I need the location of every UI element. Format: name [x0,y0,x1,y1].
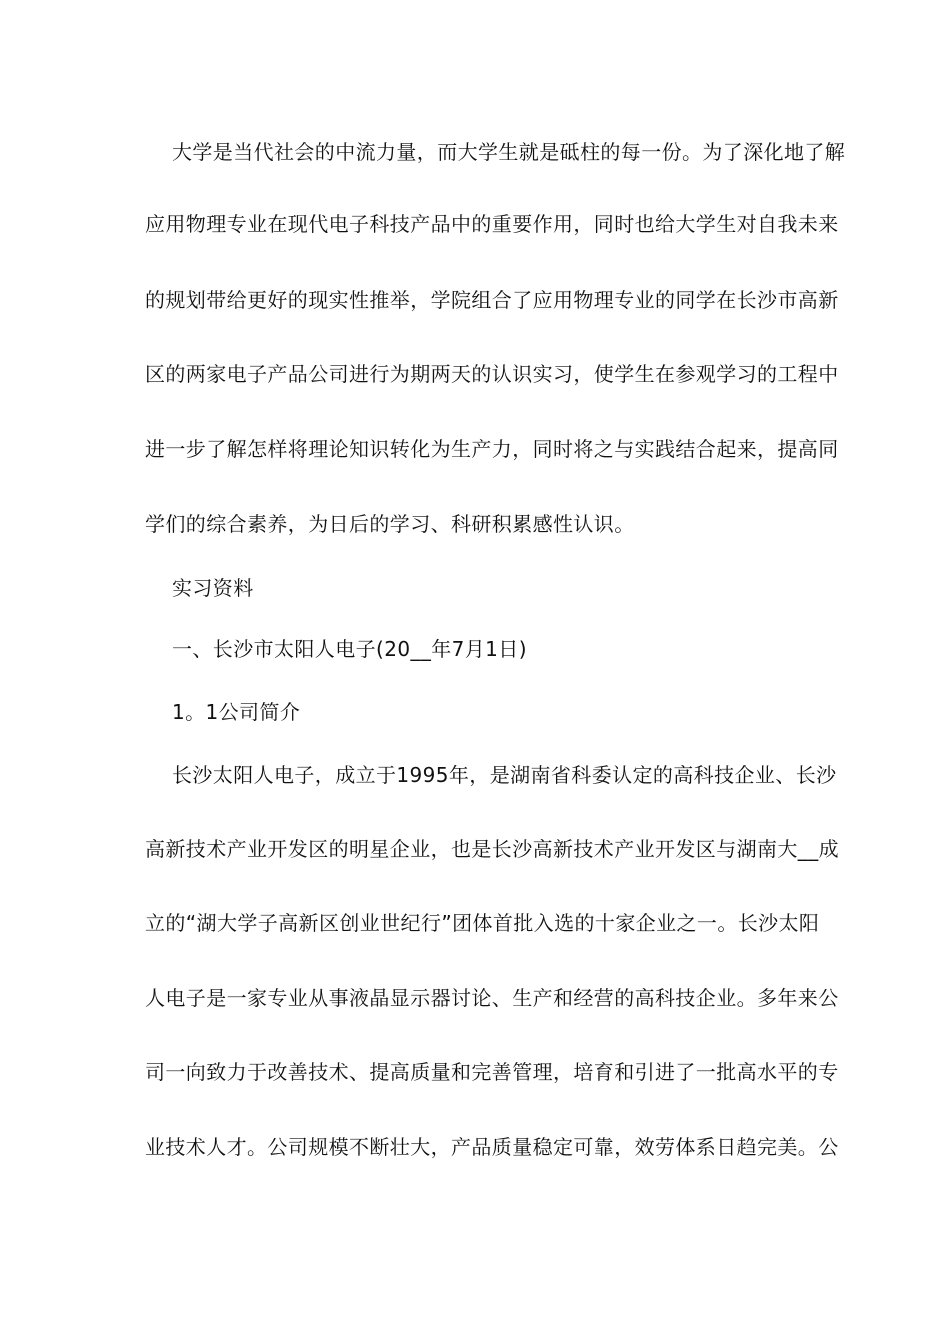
paragraph-company-line-2: 高新技术产业开发区的明星企业，也是长沙高新技术产业开发区与湖南大__成 [145,837,839,861]
paragraph-intro-line-1: 大学是当代社会的中流力量，而大学生就是砥柱的每一份。为了深化地了解 [172,140,846,164]
paragraph-company-line-1: 长沙太阳人电子，成立于1995年，是湖南省科委认定的高科技企业、长沙 [172,763,837,787]
paragraph-intro-line-5: 进一步了解怎样将理论知识转化为生产力，同时将之与实践结合起来，提高同 [145,437,839,461]
paragraph-company-line-5: 司一向致力于改善技术、提高质量和完善管理，培育和引进了一批高水平的专 [145,1060,839,1084]
paragraph-company-line-3: 立的“湖大学子高新区创业世纪行”团体首批入选的十家企业之一。长沙太阳 [145,911,820,935]
paragraph-company-line-4: 人电子是一家专业从事液晶显示器讨论、生产和经营的高科技企业。多年来公 [145,986,839,1010]
paragraph-intro-line-2: 应用物理专业在现代电子科技产品中的重要作用，同时也给大学生对自我未来 [145,212,839,236]
paragraph-intro-line-3: 的规划带给更好的现实性推举，学院组合了应用物理专业的同学在长沙市高新 [145,288,839,312]
paragraph-intro-line-4: 区的两家电子产品公司进行为期两天的认识实习，使学生在参观学习的工程中 [145,362,839,386]
section-heading: 实习资料 [172,576,254,600]
paragraph-intro-line-6: 学们的综合素养，为日后的学习、科研积累感性认识。 [145,512,635,536]
subsection-heading: 一、长沙市太阳人电子(20__年7月1日) [172,637,527,661]
paragraph-company-line-6: 业技术人才。公司规模不断壮大，产品质量稳定可靠，效劳体系日趋完美。公 [145,1135,839,1159]
sub-subsection-heading: 1。1公司简介 [172,700,301,724]
